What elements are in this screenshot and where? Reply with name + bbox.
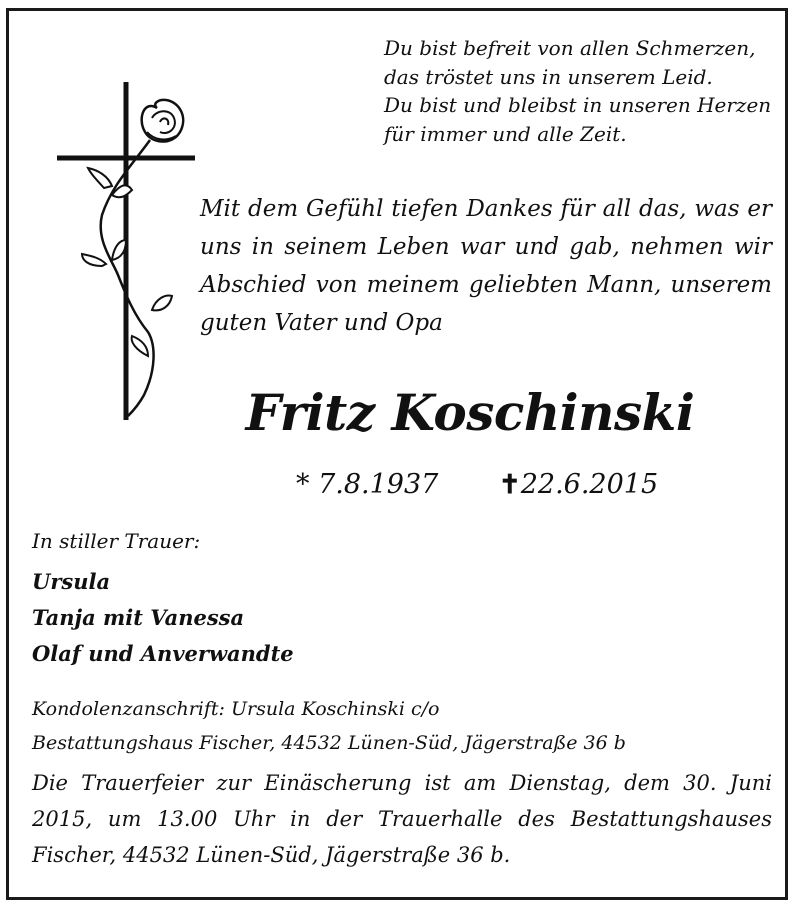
mourning-heading: In stiller Trauer: [32, 529, 201, 553]
intro-line: Abschied von meinem geliebten Mann, unserem [200, 272, 772, 298]
poem-line: Du bist und bleibst in unseren Herzen [384, 93, 772, 117]
mourner-name: Olaf und Anverwandte [32, 641, 294, 666]
condolence-address [32, 692, 626, 760]
death-date: 22.6.2015 [520, 469, 659, 500]
death-cross-icon: ✝ [498, 470, 521, 500]
intro-text [200, 190, 772, 342]
poem-line: das tröstet uns in unserem Leid. [384, 64, 713, 89]
life-dates [296, 465, 658, 505]
intro-line: uns in seinem Leben war und gab, nehmen wir [200, 234, 772, 260]
ceremony-info [32, 765, 772, 873]
intro-line: Mit dem Gefühl tiefen Dankes für all das, was er [200, 196, 772, 222]
cross-with-rose-icon [52, 70, 212, 430]
condolence-line: Bestattungshaus Fischer, 44532 Lünen-Süd, Jägerstraße 36 b [32, 732, 626, 754]
ceremony-line: Die Trauerfeier zur Einäscherung ist am Dienstag, dem 30. Juni [32, 771, 772, 795]
condolence-line: Kondolenzanschrift: Ursula Koschinski c/o [32, 698, 440, 720]
birth-symbol: * [296, 469, 310, 500]
poem-line: Du bist befreit von allen Schmerzen, [384, 36, 756, 60]
poem [384, 34, 784, 148]
ceremony-line: Fischer, 44532 Lünen-Süd, Jägerstraße 36 b. [32, 843, 511, 867]
intro-line: guten Vater und Opa [200, 310, 443, 336]
ceremony-line: 2015, um 13.00 Uhr in der Trauerhalle des Bestattungshauses [32, 807, 772, 831]
poem-line: für immer und alle Zeit. [384, 121, 627, 146]
mourner-name: Ursula [32, 569, 111, 594]
deceased-name: Fritz Koschinski [245, 383, 695, 442]
birth-date: 7.8.1937 [318, 469, 439, 500]
mourners-list [32, 564, 294, 672]
mourner-name: Tanja mit Vanessa [32, 605, 245, 630]
